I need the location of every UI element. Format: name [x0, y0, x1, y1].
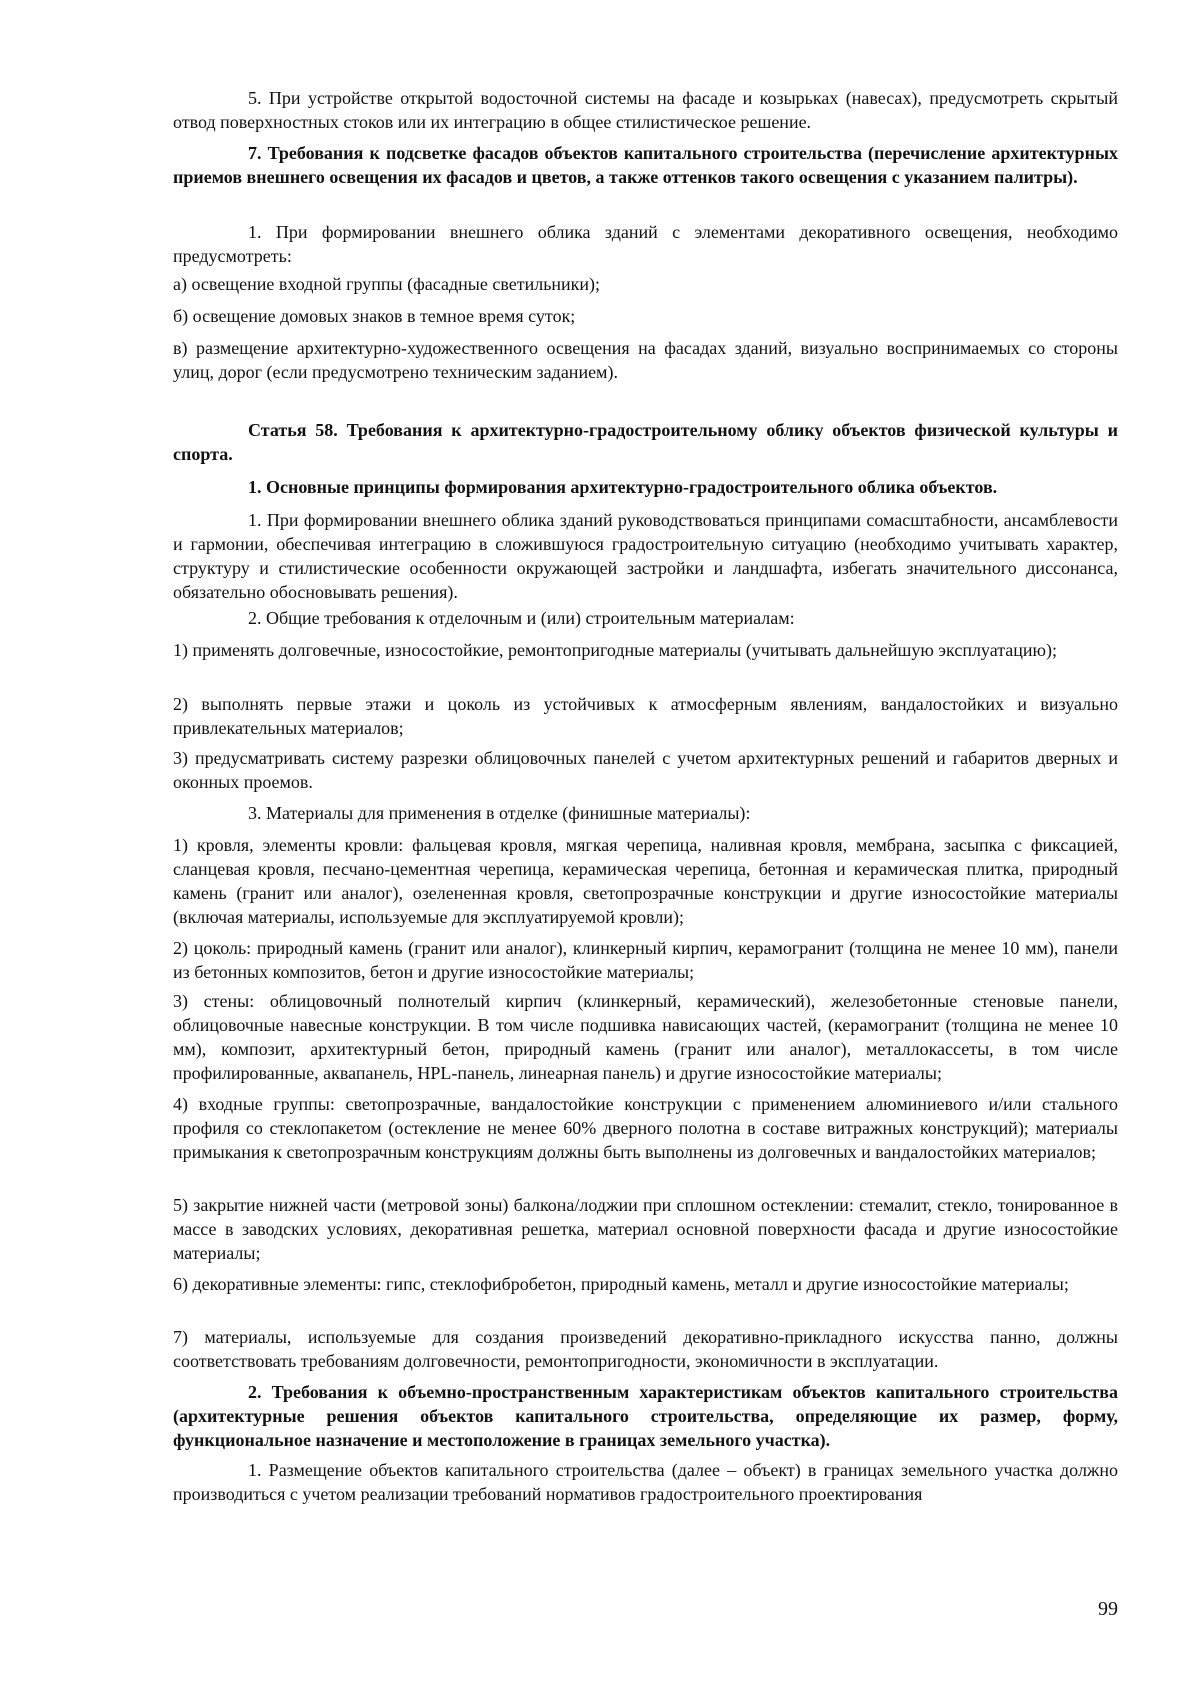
list-item-a: а) освещение входной группы (фасадные светильники); [173, 274, 601, 294]
page-number: 99 [1098, 1598, 1118, 1620]
finish-item-balcony: 5) закрытие нижней части (метровой зоны) балкона/лоджии при сплошном остеклении: стемалит, стекло, тонированное в массе в заводских условиях, декоративная решетка, материал основной поверхности фасада и другие износостойкие материалы; [173, 1195, 1118, 1263]
paragraph-materials-general: 2. Общие требования к отделочным и (или) строительным материалам: [248, 608, 795, 628]
finish-item-decor: 6) декоративные элементы: гипс, стеклофибробетон, природный камень, металл и другие износостойкие материалы; [173, 1274, 1069, 1294]
finish-item-entrances: 4) входные группы: светопрозрачные, вандалостойкие конструкции с применением алюминиевого и/или стального профиля со стеклопакетом (остекление не менее 60% дверного полотна в составе витражных конструкций); материалы примыкания к светопрозрачным конструкциям должны быть выполнены из долговечных и вандалостойких материалов; [173, 1094, 1118, 1162]
finish-item-plinth: 2) цоколь: природный камень (гранит или аналог), клинкерный кирпич, керамогранит (толщина не менее 10 мм), панели из бетонных композитов, бетон и другие износостойкие материалы; [173, 938, 1118, 982]
article-58-heading: Статья 58. Требования к архитектурно-градостроительному облику объектов физической культуры и спорта. [173, 420, 1118, 464]
paragraph-lighting-intro: 1. При формировании внешнего облика зданий с элементами декоративного освещения, необходимо предусмотреть: [173, 222, 1118, 266]
paragraph-finish-materials: 3. Материалы для применения в отделке (финишные материалы): [248, 803, 751, 823]
paragraph-placement: 1. Размещение объектов капитального строительства (далее – объект) в границах земельного участка должно производиться с учетом реализации требований нормативов градостроительного проектирования [173, 1460, 1118, 1504]
paragraph-principles: 1. При формировании внешнего облика зданий руководствоваться принципами сомасштабности, ансамблевости и гармонии, обеспечивая интеграцию в сложившуюся градостроительную ситуацию (необходимо учитывать характер, структуру и стилистические особенности окружающей застройки и ландшафта, избегать значительного диссонанса, обязательно обосновывать решения). [173, 510, 1118, 602]
finish-item-roof: 1) кровля, элементы кровли: фальцевая кровля, мягкая черепица, наливная кровля, мембрана, засыпка с фиксацией, сланцевая кровля, песчано-цементная черепица, керамическая черепица, бетонная и керамическая плитка, природный камень (гранит или аналог), озелененная кровля, светопрозрачные конструкции и другие износостойкие материалы (включая материалы, используемые для эксплуатируемой кровли); [173, 835, 1118, 927]
materials-item-1: 1) применять долговечные, износостойкие, ремонтопригодные материалы (учитывать дальнейшую эксплуатацию); [173, 640, 1058, 660]
materials-item-3: 3) предусматривать систему разрезки облицовочных панелей с учетом архитектурных решений и габаритов дверных и оконных проемов. [173, 748, 1118, 792]
finish-item-panels: 7) материалы, используемые для создания произведений декоративно-прикладного искусства панно, должны соответствовать требованиям долговечности, ремонтопригодности, экономичности в эксплуатации. [173, 1327, 1118, 1371]
paragraph-drainage: 5. При устройстве открытой водосточной системы на фасаде и козырьках (навесах), предусмотреть скрытый отвод поверхностных стоков или их интеграцию в общее стилистическое решение. [173, 88, 1118, 132]
heading-facade-lighting: 7. Требования к подсветке фасадов объектов капитального строительства (перечисление архитектурных приемов внешнего освещения их фасадов и цветов, а также оттенков такого освещения с указанием палитры). [173, 143, 1118, 187]
finish-item-walls: 3) стены: облицовочный полнотелый кирпич (клинкерный, керамический), железобетонные стеновые панели, облицовочные навесные конструкции. В том числе подшивка нависающих частей, (керамогранит (толщина не менее 10 мм), композит, архитектурный бетон, природный камень (гранит или аналог), металлокассеты, в том числе профилированные, аквапанель, HPL-панель, линеарная панель) и другие износостойкие материалы; [173, 991, 1118, 1083]
section-2-heading: 2. Требования к объемно-пространственным характеристикам объектов капитального строительства (архитектурные решения объектов капитального строительства, определяющие их размер, форму, функциональное назначение и местоположение в границах земельного участка). [173, 1382, 1118, 1450]
list-item-b: б) освещение домовых знаков в темное время суток; [173, 306, 576, 326]
materials-item-2: 2) выполнять первые этажи и цоколь из устойчивых к атмосферным явлениям, вандалостойких и визуально привлекательных материалов; [173, 694, 1118, 738]
list-item-c: в) размещение архитектурно-художественного освещения на фасадах зданий, визуально воспринимаемых со стороны улиц, дорог (если предусмотрено техническим заданием). [173, 338, 1118, 382]
section-1-heading: 1. Основные принципы формирования архитектурно-градостроительного облика объектов. [248, 477, 998, 497]
